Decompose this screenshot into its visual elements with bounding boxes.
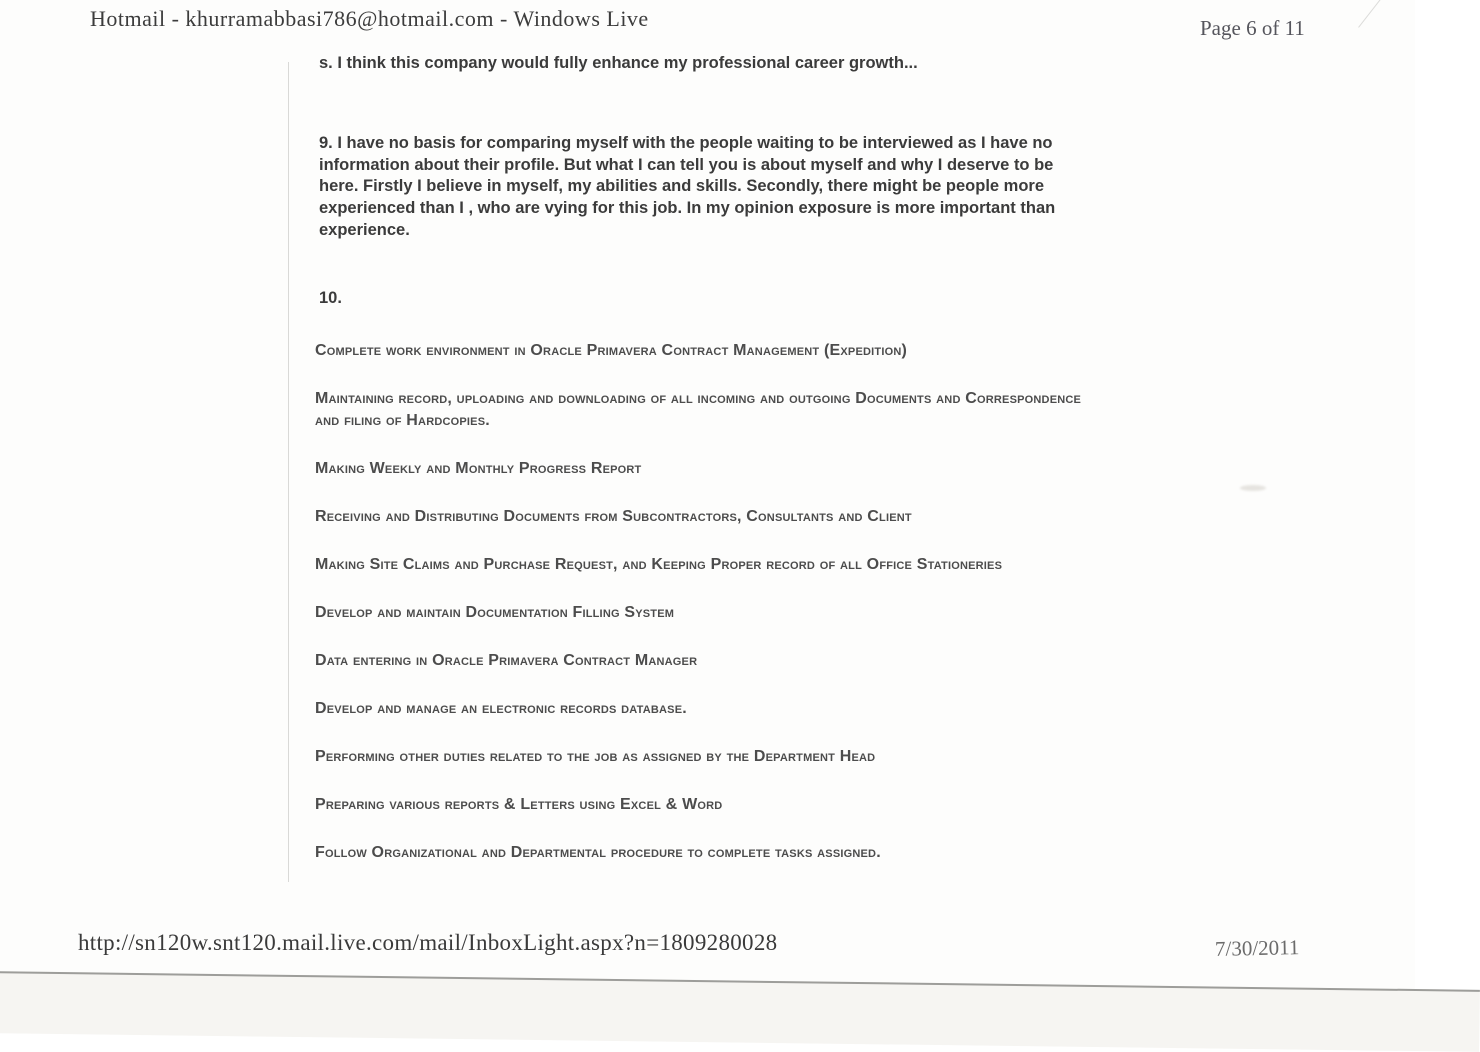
duty-item: Performing other duties related to the job as assigned by the Department Head xyxy=(315,748,876,765)
duty-item: Follow Organizational and Departmental procedure to complete tasks assigned. xyxy=(315,844,881,861)
duty-item: Preparing various reports & Letters using Excel & Word xyxy=(315,796,723,813)
answer-number-10: 10. xyxy=(319,289,342,307)
duty-item: Receiving and Distributing Documents from Subcontractors, Consultants and Client xyxy=(315,508,912,525)
scan-paper-edge xyxy=(0,971,1480,1052)
clipped-text-line-wrap xyxy=(319,54,1019,77)
duty-item: Develop and manage an electronic records database. xyxy=(315,700,687,717)
duty-item: Data entering in Oracle Primavera Contract Manager xyxy=(315,652,698,669)
clipped-text-line: s. I think this company would fully enhance my professional career growth... xyxy=(319,54,918,72)
quote-left-border xyxy=(288,62,289,882)
footer-print-date: 7/30/2011 xyxy=(1214,935,1300,961)
page-number-indicator: Page 6 of 11 xyxy=(1200,16,1305,40)
duty-item: Develop and maintain Documentation Filling System xyxy=(315,604,675,621)
duty-item: Complete work environment in Oracle Primavera Contract Management (Expedition) xyxy=(315,342,908,359)
answer-paragraph-9: 9. I have no basis for comparing myself with the people waiting to be interviewed as I have no information about their profile. But what I can tell you is about myself and why I deserve to be here. Firstly I believe in myself, my abilities and skills. Secondly, there might be people more experienced than I , who are vying for this job. In my opinion exposure is more important than experience. xyxy=(319,134,1056,239)
duty-item: Making Weekly and Monthly Progress Report xyxy=(315,460,642,477)
page-header-title: Hotmail - khurramabbasi786@hotmail.com - Windows Live xyxy=(90,6,649,31)
footer-source-url: http://sn120w.snt120.mail.live.com/mail/InboxLight.aspx?n=1809280028 xyxy=(78,930,778,955)
scan-artifact-smudge xyxy=(1240,485,1266,491)
duty-item: Making Site Claims and Purchase Request, and Keeping Proper record of all Office Stationeries xyxy=(315,556,1003,573)
scan-artifact-top-right xyxy=(1358,0,1385,28)
duties-list xyxy=(315,340,1105,890)
duty-item: Maintaining record, uploading and downloading of all incoming and outgoing Documents and Correspondence and filing of Hardcopies. xyxy=(315,390,1082,429)
